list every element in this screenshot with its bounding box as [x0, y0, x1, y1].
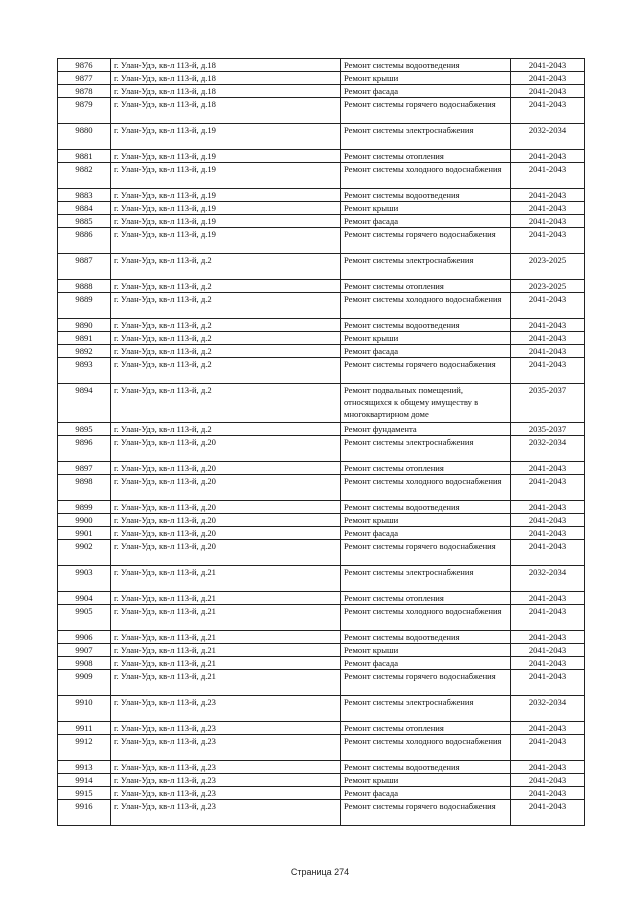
table-row: [58, 228, 585, 254]
row-number: 9906: [58, 631, 111, 644]
row-work-type: Ремонт системы водоотведения: [341, 59, 511, 72]
row-number: 9883: [58, 189, 111, 202]
row-address: г. Улан-Удэ, кв-л 113-й, д.18: [111, 59, 341, 72]
row-work-type: Ремонт фасада: [341, 215, 511, 228]
row-work-type: Ремонт фасада: [341, 345, 511, 358]
row-address: г. Улан-Удэ, кв-л 113-й, д.2: [111, 358, 341, 384]
row-work-type: Ремонт фасада: [341, 787, 511, 800]
row-number: 9887: [58, 254, 111, 280]
row-number: 9916: [58, 800, 111, 826]
row-period: 2041-2043: [511, 163, 585, 189]
row-address: г. Улан-Удэ, кв-л 113-й, д.2: [111, 332, 341, 345]
row-address: г. Улан-Удэ, кв-л 113-й, д.19: [111, 228, 341, 254]
row-number: 9884: [58, 202, 111, 215]
row-address: г. Улан-Удэ, кв-л 113-й, д.23: [111, 722, 341, 735]
row-period: 2032-2034: [511, 124, 585, 150]
table-row: [58, 475, 585, 501]
row-number: 9888: [58, 280, 111, 293]
repair-schedule-table: [57, 58, 585, 826]
row-number: 9896: [58, 436, 111, 462]
row-address: г. Улан-Удэ, кв-л 113-й, д.20: [111, 436, 341, 462]
table-row: [58, 202, 585, 215]
table-row: [58, 462, 585, 475]
row-period: 2041-2043: [511, 501, 585, 514]
row-address: г. Улан-Удэ, кв-л 113-й, д.20: [111, 514, 341, 527]
table-row: [58, 189, 585, 202]
row-period: 2032-2034: [511, 696, 585, 722]
row-work-type: Ремонт фасада: [341, 527, 511, 540]
row-work-type: Ремонт крыши: [341, 774, 511, 787]
row-work-type: Ремонт системы отопления: [341, 280, 511, 293]
table-row: [58, 514, 585, 527]
row-address: г. Улан-Удэ, кв-л 113-й, д.2: [111, 319, 341, 332]
row-period: 2041-2043: [511, 735, 585, 761]
row-period: 2041-2043: [511, 293, 585, 319]
row-work-type: Ремонт системы горячего водоснабжения: [341, 670, 511, 696]
row-period: 2041-2043: [511, 631, 585, 644]
row-work-type: Ремонт системы горячего водоснабжения: [341, 98, 511, 124]
row-address: г. Улан-Удэ, кв-л 113-й, д.2: [111, 293, 341, 319]
table-row: [58, 501, 585, 514]
row-number: 9910: [58, 696, 111, 722]
row-number: 9890: [58, 319, 111, 332]
row-number: 9913: [58, 761, 111, 774]
row-work-type: Ремонт системы отопления: [341, 462, 511, 475]
row-address: г. Улан-Удэ, кв-л 113-й, д.20: [111, 462, 341, 475]
table-row: [58, 670, 585, 696]
row-address: г. Улан-Удэ, кв-л 113-й, д.21: [111, 605, 341, 631]
table-row: [58, 605, 585, 631]
row-period: 2041-2043: [511, 98, 585, 124]
table-row: [58, 735, 585, 761]
row-period: 2041-2043: [511, 514, 585, 527]
row-period: 2041-2043: [511, 657, 585, 670]
row-number: 9892: [58, 345, 111, 358]
row-number: 9897: [58, 462, 111, 475]
row-period: 2041-2043: [511, 358, 585, 384]
table-row: [58, 696, 585, 722]
table-row: [58, 774, 585, 787]
row-address: г. Улан-Удэ, кв-л 113-й, д.2: [111, 345, 341, 358]
row-address: г. Улан-Удэ, кв-л 113-й, д.21: [111, 592, 341, 605]
row-period: 2041-2043: [511, 215, 585, 228]
row-number: 9891: [58, 332, 111, 345]
table-row: [58, 436, 585, 462]
row-number: 9894: [58, 384, 111, 423]
row-number: 9915: [58, 787, 111, 800]
row-period: 2041-2043: [511, 59, 585, 72]
table-body: [58, 59, 585, 826]
table-row: [58, 592, 585, 605]
row-period: 2041-2043: [511, 345, 585, 358]
row-address: г. Улан-Удэ, кв-л 113-й, д.2: [111, 384, 341, 423]
table-row: [58, 332, 585, 345]
row-work-type: Ремонт крыши: [341, 644, 511, 657]
row-work-type: Ремонт системы отопления: [341, 150, 511, 163]
row-number: 9904: [58, 592, 111, 605]
row-number: 9879: [58, 98, 111, 124]
row-period: 2041-2043: [511, 85, 585, 98]
row-work-type: Ремонт системы водоотведения: [341, 319, 511, 332]
row-period: 2035-2037: [511, 423, 585, 436]
row-work-type: Ремонт системы горячего водоснабжения: [341, 358, 511, 384]
row-address: г. Улан-Удэ, кв-л 113-й, д.18: [111, 98, 341, 124]
table-row: [58, 72, 585, 85]
table-row: [58, 163, 585, 189]
row-number: 9903: [58, 566, 111, 592]
row-work-type: Ремонт системы электроснабжения: [341, 696, 511, 722]
row-address: г. Улан-Удэ, кв-л 113-й, д.19: [111, 150, 341, 163]
row-period: 2041-2043: [511, 787, 585, 800]
table-row: [58, 540, 585, 566]
row-address: г. Улан-Удэ, кв-л 113-й, д.20: [111, 475, 341, 501]
row-address: г. Улан-Удэ, кв-л 113-й, д.23: [111, 800, 341, 826]
table-row: [58, 215, 585, 228]
row-work-type: Ремонт системы отопления: [341, 592, 511, 605]
table-row: [58, 280, 585, 293]
table-row: [58, 644, 585, 657]
table-row: [58, 787, 585, 800]
row-work-type: Ремонт крыши: [341, 202, 511, 215]
row-address: г. Улан-Удэ, кв-л 113-й, д.20: [111, 501, 341, 514]
row-number: 9893: [58, 358, 111, 384]
row-period: 2023-2025: [511, 254, 585, 280]
row-number: 9876: [58, 59, 111, 72]
row-address: г. Улан-Удэ, кв-л 113-й, д.19: [111, 189, 341, 202]
row-number: 9882: [58, 163, 111, 189]
row-address: г. Улан-Удэ, кв-л 113-й, д.18: [111, 85, 341, 98]
row-period: 2041-2043: [511, 462, 585, 475]
table-row: [58, 384, 585, 423]
table-row: [58, 345, 585, 358]
row-work-type: Ремонт фасада: [341, 657, 511, 670]
row-work-type: Ремонт системы электроснабжения: [341, 436, 511, 462]
row-period: 2041-2043: [511, 202, 585, 215]
row-number: 9877: [58, 72, 111, 85]
row-work-type: Ремонт фундамента: [341, 423, 511, 436]
table-row: [58, 800, 585, 826]
row-work-type: Ремонт системы водоотведения: [341, 761, 511, 774]
table-row: [58, 631, 585, 644]
table-row: [58, 319, 585, 332]
row-number: 9912: [58, 735, 111, 761]
row-period: 2041-2043: [511, 150, 585, 163]
table-row: [58, 124, 585, 150]
row-number: 9907: [58, 644, 111, 657]
row-period: 2041-2043: [511, 527, 585, 540]
row-address: г. Улан-Удэ, кв-л 113-й, д.20: [111, 527, 341, 540]
row-period: 2041-2043: [511, 332, 585, 345]
table-row: [58, 527, 585, 540]
row-work-type: Ремонт подвальных помещений, относящихся к общему имуществу в многоквартирном доме: [341, 384, 511, 423]
row-address: г. Улан-Удэ, кв-л 113-й, д.23: [111, 696, 341, 722]
row-address: г. Улан-Удэ, кв-л 113-й, д.21: [111, 566, 341, 592]
row-period: 2041-2043: [511, 475, 585, 501]
row-work-type: Ремонт системы водоотведения: [341, 189, 511, 202]
row-number: 9901: [58, 527, 111, 540]
row-address: г. Улан-Удэ, кв-л 113-й, д.2: [111, 254, 341, 280]
table-row: [58, 358, 585, 384]
row-number: 9881: [58, 150, 111, 163]
row-address: г. Улан-Удэ, кв-л 113-й, д.2: [111, 423, 341, 436]
row-number: 9880: [58, 124, 111, 150]
table-row: [58, 293, 585, 319]
row-period: 2032-2034: [511, 566, 585, 592]
row-address: г. Улан-Удэ, кв-л 113-й, д.21: [111, 670, 341, 696]
row-period: 2041-2043: [511, 644, 585, 657]
row-period: 2041-2043: [511, 319, 585, 332]
row-address: г. Улан-Удэ, кв-л 113-й, д.21: [111, 644, 341, 657]
row-address: г. Улан-Удэ, кв-л 113-й, д.19: [111, 163, 341, 189]
row-number: 9885: [58, 215, 111, 228]
table-row: [58, 761, 585, 774]
row-work-type: Ремонт системы горячего водоснабжения: [341, 800, 511, 826]
row-work-type: Ремонт системы холодного водоснабжения: [341, 475, 511, 501]
table-row: [58, 85, 585, 98]
row-work-type: Ремонт крыши: [341, 332, 511, 345]
row-address: г. Улан-Удэ, кв-л 113-й, д.19: [111, 124, 341, 150]
page-number: Страница 274: [290, 867, 350, 877]
row-address: г. Улан-Удэ, кв-л 113-й, д.23: [111, 761, 341, 774]
row-work-type: Ремонт системы горячего водоснабжения: [341, 540, 511, 566]
row-work-type: Ремонт системы водоотведения: [341, 501, 511, 514]
row-period: 2041-2043: [511, 605, 585, 631]
row-period: 2041-2043: [511, 72, 585, 85]
row-work-type: Ремонт крыши: [341, 72, 511, 85]
row-number: 9911: [58, 722, 111, 735]
table-row: [58, 98, 585, 124]
row-address: г. Улан-Удэ, кв-л 113-й, д.19: [111, 215, 341, 228]
table-row: [58, 657, 585, 670]
table-row: [58, 423, 585, 436]
row-period: 2023-2025: [511, 280, 585, 293]
table-row: [58, 566, 585, 592]
row-period: 2041-2043: [511, 540, 585, 566]
row-work-type: Ремонт системы холодного водоснабжения: [341, 163, 511, 189]
row-period: 2041-2043: [511, 722, 585, 735]
row-period: 2041-2043: [511, 228, 585, 254]
row-address: г. Улан-Удэ, кв-л 113-й, д.21: [111, 657, 341, 670]
row-address: г. Улан-Удэ, кв-л 113-й, д.20: [111, 540, 341, 566]
row-period: 2032-2034: [511, 436, 585, 462]
row-work-type: Ремонт системы отопления: [341, 722, 511, 735]
row-work-type: Ремонт фасада: [341, 85, 511, 98]
row-number: 9898: [58, 475, 111, 501]
row-period: 2041-2043: [511, 189, 585, 202]
row-address: г. Улан-Удэ, кв-л 113-й, д.18: [111, 72, 341, 85]
row-work-type: Ремонт системы водоотведения: [341, 631, 511, 644]
row-period: 2041-2043: [511, 592, 585, 605]
row-work-type: Ремонт крыши: [341, 514, 511, 527]
row-work-type: Ремонт системы холодного водоснабжения: [341, 293, 511, 319]
row-number: 9914: [58, 774, 111, 787]
row-period: 2041-2043: [511, 800, 585, 826]
table-row: [58, 254, 585, 280]
row-period: 2041-2043: [511, 670, 585, 696]
row-number: 9908: [58, 657, 111, 670]
row-work-type: Ремонт системы холодного водоснабжения: [341, 735, 511, 761]
row-work-type: Ремонт системы электроснабжения: [341, 124, 511, 150]
row-number: 9902: [58, 540, 111, 566]
row-address: г. Улан-Удэ, кв-л 113-й, д.23: [111, 735, 341, 761]
row-work-type: Ремонт системы холодного водоснабжения: [341, 605, 511, 631]
table-row: [58, 150, 585, 163]
row-number: 9909: [58, 670, 111, 696]
table-row: [58, 722, 585, 735]
row-number: 9886: [58, 228, 111, 254]
row-number: 9895: [58, 423, 111, 436]
row-work-type: Ремонт системы горячего водоснабжения: [341, 228, 511, 254]
row-work-type: Ремонт системы электроснабжения: [341, 566, 511, 592]
row-number: 9878: [58, 85, 111, 98]
table-row: [58, 59, 585, 72]
row-work-type: Ремонт системы электроснабжения: [341, 254, 511, 280]
row-address: г. Улан-Удэ, кв-л 113-й, д.23: [111, 774, 341, 787]
row-address: г. Улан-Удэ, кв-л 113-й, д.23: [111, 787, 341, 800]
row-number: 9899: [58, 501, 111, 514]
row-address: г. Улан-Удэ, кв-л 113-й, д.2: [111, 280, 341, 293]
row-number: 9905: [58, 605, 111, 631]
row-period: 2035-2037: [511, 384, 585, 423]
row-number: 9889: [58, 293, 111, 319]
row-period: 2041-2043: [511, 761, 585, 774]
row-address: г. Улан-Удэ, кв-л 113-й, д.21: [111, 631, 341, 644]
row-number: 9900: [58, 514, 111, 527]
row-address: г. Улан-Удэ, кв-л 113-й, д.19: [111, 202, 341, 215]
row-period: 2041-2043: [511, 774, 585, 787]
